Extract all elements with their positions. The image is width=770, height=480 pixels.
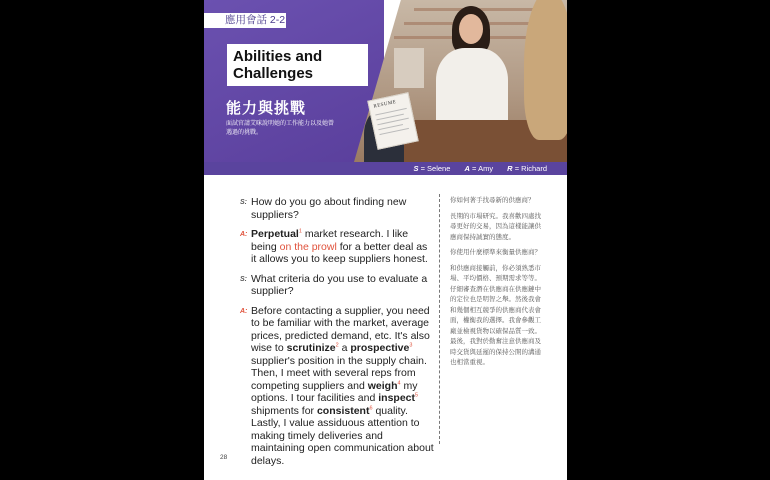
title-box (227, 44, 368, 86)
vocab-word: prospective (350, 342, 410, 354)
lesson-badge-text: 應用會話 2-2 (225, 14, 286, 26)
turn-text: market research. I like being (251, 228, 409, 253)
vocab-number: 3 (409, 342, 413, 349)
page-number: 28 (220, 454, 228, 461)
vocab-number: 1 (298, 228, 302, 235)
speaker-label: S: (240, 275, 247, 283)
turn-text: quality. Lastly, I value assiduous attention to making timely deliveries and maintaining open communication about delays. (251, 404, 434, 467)
resume-paper: RESUME (367, 92, 418, 150)
book-page (204, 0, 567, 480)
turn-text: for a better deal as it allows you to keep suppliers honest. (251, 240, 428, 265)
speaker-legend (413, 162, 547, 175)
vocab-word: scrutinize (286, 342, 336, 354)
vocab-word: consistent (316, 404, 370, 417)
vocab-number: 2 (335, 342, 339, 349)
chinese-translation (450, 196, 543, 374)
speaker-legend-bar (204, 162, 567, 175)
translation-paragraph: 和供應商接觸前，你必須熟悉市場、平均價格、預期需求等等。仔細審查潛在供應商在供應鏈中的定位也是明智之舉。然後我會和幾個相互競爭的供應商代表會面，權衡我的選擇。我會參觀工廠並檢視貨物以確保品質一致。最後，我對於勤奮注意供應商及時交貨與延遲的保持公開的溝通也相當重視。 (450, 264, 541, 366)
title-chinese: 能力與挑戰 (226, 100, 307, 117)
turn-text: my options. I tour facilities and (251, 379, 418, 404)
vocab-word: Perpetual (251, 228, 299, 240)
dialogue-turn (240, 305, 434, 468)
dialogue-turn (240, 228, 434, 266)
translation-paragraph: 你如何著手找尋新的供應商？ (450, 197, 535, 204)
vocab-word: weigh (367, 379, 398, 392)
vocab-number: 4 (397, 380, 401, 386)
translation-paragraph: 你使用什麼標準來衡量供應商？ (450, 249, 541, 256)
subtitle-chinese: 面試官請艾咪說明她的工作能力以及她曾遇過的挑戰。 (226, 121, 335, 136)
lesson-badge (204, 13, 286, 28)
column-divider (439, 194, 440, 444)
vocab-word: inspect (378, 392, 416, 404)
speaker-key: R (507, 164, 513, 173)
dialogue (240, 196, 434, 474)
speaker-name: = Amy (472, 164, 494, 173)
speaker-label: A: (240, 307, 248, 315)
turn-text: Before contacting a supplier, you need to be familiar with the market, average prices, predicted demand, etc. It's also wise to (251, 304, 430, 354)
title-english: Abilities and Challenges (233, 48, 323, 82)
dialogue-turn (240, 196, 434, 221)
header-banner (204, 0, 567, 162)
turn-text: a (338, 342, 351, 354)
vocab-number: 6 (369, 405, 373, 411)
turn-text: What criteria do you use to evaluate a supplier? (251, 272, 428, 297)
speaker-label: A: (240, 231, 248, 238)
speaker-key: A (464, 164, 470, 173)
turn-text: How do you go about finding new suppliers? (251, 196, 407, 221)
highlighted-phrase: on the prowl (279, 240, 337, 253)
speaker-name: = Richard (514, 164, 547, 173)
speaker-label: S: (240, 199, 247, 206)
turn-text: supplier's position in the supply chain. Then, I meet with several reps from competing suppliers and (251, 354, 427, 392)
speaker-name: = Selene (420, 164, 451, 173)
speaker-key: S (413, 164, 419, 173)
turn-text: shipments for (251, 404, 317, 417)
dialogue-turn (240, 273, 434, 298)
translation-paragraph: 長期的市場研究。我喜歡四處找尋更好的交易，因為這樣能讓供應商保持誠實的態度。 (450, 212, 541, 241)
vocab-number: 5 (415, 392, 419, 399)
